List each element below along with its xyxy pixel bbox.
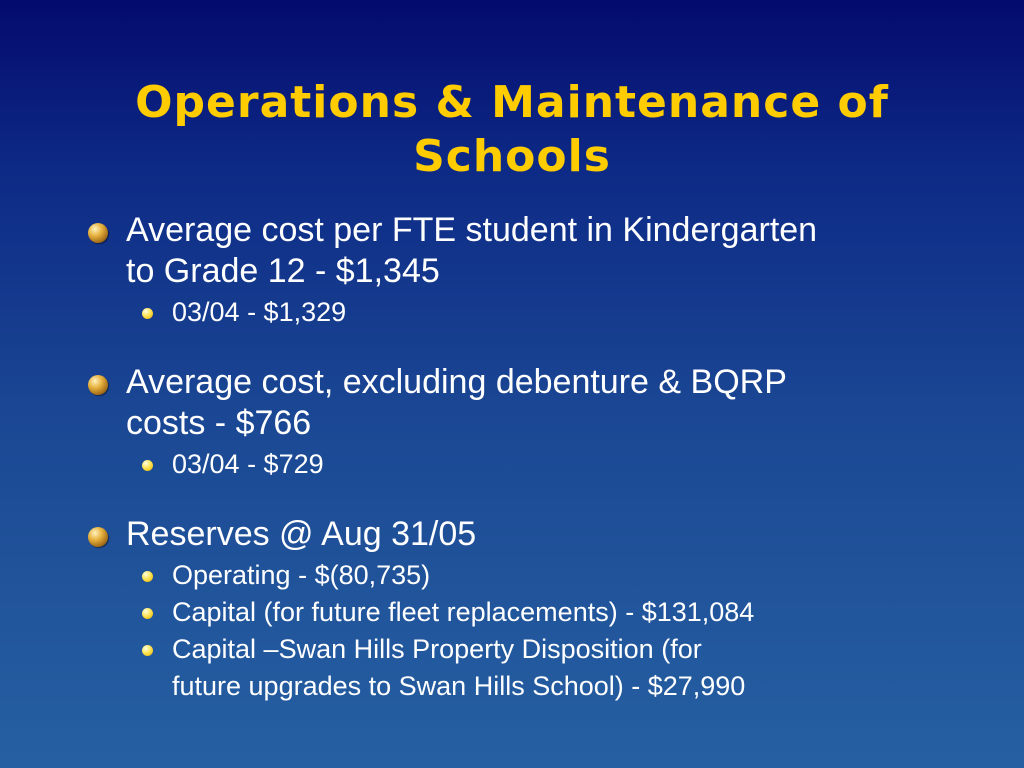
yellow-dot-bullet-icon xyxy=(142,645,153,656)
sub-bullet-text: 03/04 - $729 xyxy=(172,449,324,479)
sub-bullet-text: 03/04 - $1,329 xyxy=(172,297,347,327)
bullet-text-line-1: Average cost per FTE student in Kindergarten xyxy=(126,211,818,249)
bullet-excluding-debenture xyxy=(88,362,968,444)
sub-list xyxy=(138,294,968,331)
bullet-text-line-2: to Grade 12 - $1,345 xyxy=(126,252,440,290)
sub-bullet-text: Capital (for future fleet replacements) - $131,084 xyxy=(172,597,755,627)
sub-list xyxy=(138,557,968,705)
sub-bullet xyxy=(138,557,968,594)
bullet-text-line-2: costs - $766 xyxy=(126,404,312,442)
gold-orb-bullet-icon xyxy=(88,375,108,395)
sub-bullet xyxy=(138,631,968,705)
yellow-dot-bullet-icon xyxy=(142,571,153,582)
slide-title xyxy=(60,76,964,184)
sub-bullet xyxy=(138,594,968,631)
bullet-text-line-1: Average cost, excluding debenture & BQRP xyxy=(126,363,787,401)
yellow-dot-bullet-icon xyxy=(142,460,153,471)
sub-bullet xyxy=(138,294,968,331)
bullet-reserves xyxy=(88,514,968,555)
title-line-2: Schools xyxy=(413,131,611,182)
sub-bullet-text-line-1: Capital –Swan Hills Property Disposition (for xyxy=(172,634,702,664)
sub-bullet xyxy=(138,446,968,483)
bullet-text: Reserves @ Aug 31/05 xyxy=(126,515,477,553)
yellow-dot-bullet-icon xyxy=(142,308,153,319)
sub-bullet-text-line-2: future upgrades to Swan Hills School) - $27,990 xyxy=(172,671,746,701)
spacer xyxy=(88,331,968,362)
gold-orb-bullet-icon xyxy=(88,223,108,243)
spacer xyxy=(88,483,968,514)
sub-list xyxy=(138,446,968,483)
title-line-1: Operations & Maintenance of xyxy=(135,77,889,128)
bullet-list xyxy=(88,210,968,705)
sub-bullet-text: Operating - $(80,735) xyxy=(172,560,431,590)
gold-orb-bullet-icon xyxy=(88,527,108,547)
bullet-kindergarten-cost xyxy=(88,210,968,292)
yellow-dot-bullet-icon xyxy=(142,608,153,619)
